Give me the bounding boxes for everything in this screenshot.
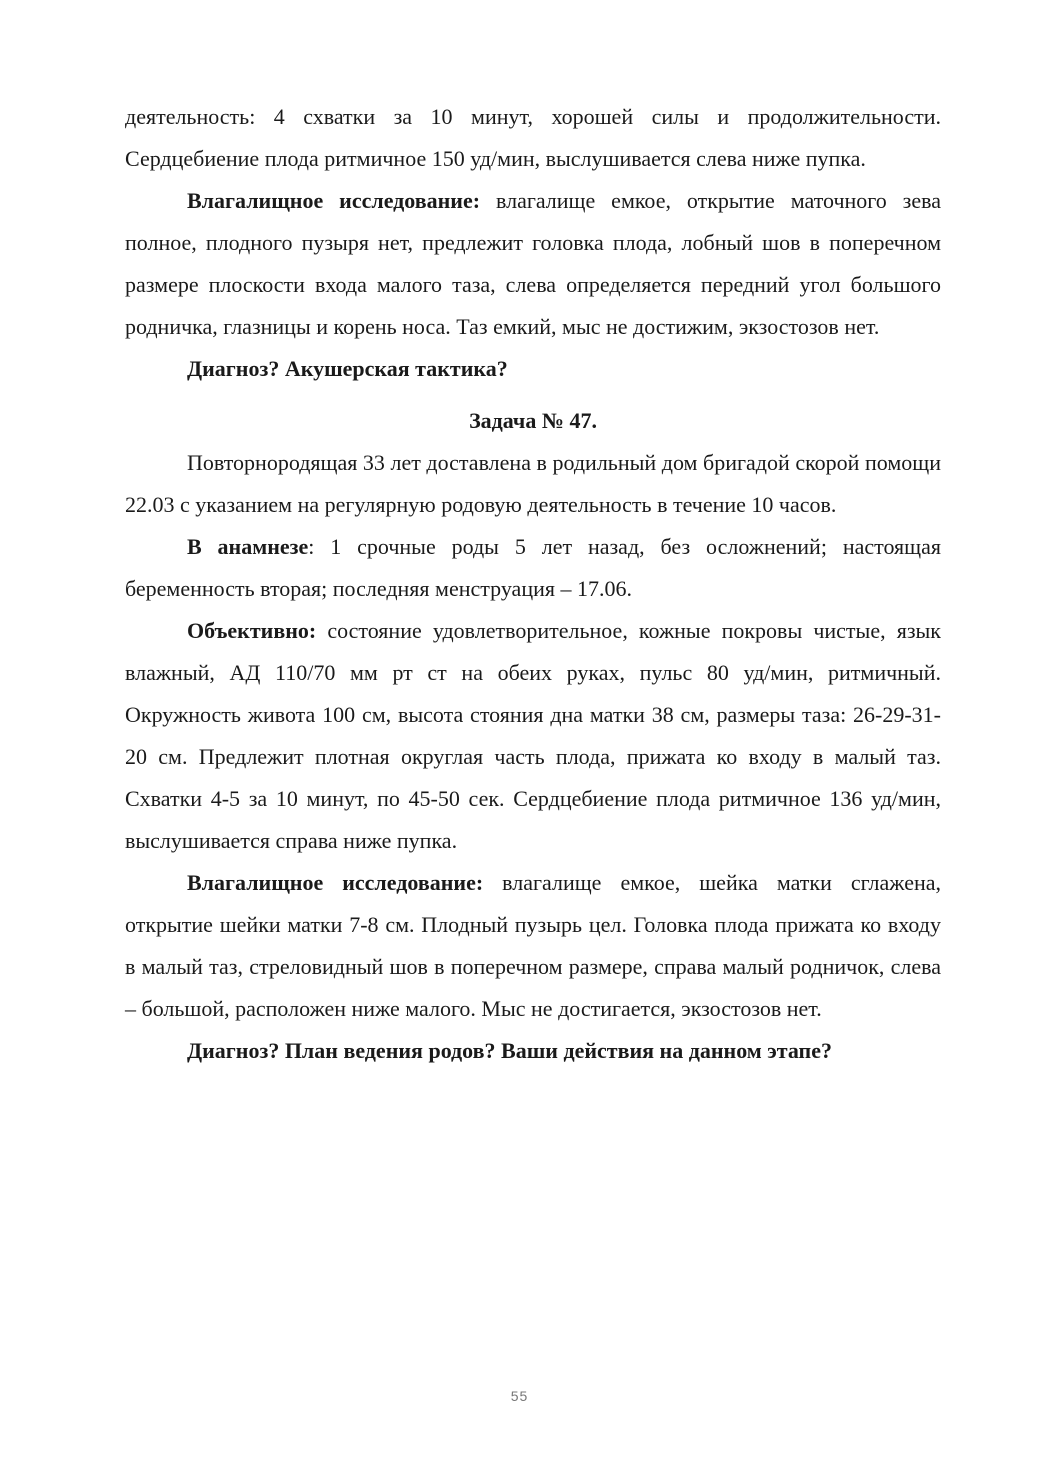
prev-task-question: [125, 348, 941, 390]
section-spacer: [125, 390, 941, 400]
task-anamnesis: [125, 526, 941, 610]
task-objective-text: состояние удовлетворительное, кожные покровы чистые, язык влажный, АД 110/70 мм рт ст на обеих руках, пульс 80 уд/мин, ритмичный. Окружность живота 100 см, высота стояния дна матки 38 см, размеры таза: 26-29-31-20 см. Предлежит плотная округлая часть плода, прижата ко входу в малый таз. Схватки 4-5 за 10 минут, по 45-50 сек. Сердцебиение плода ритмичное 136 уд/мин, выслушивается справа ниже пупка.: [125, 618, 941, 853]
task-anamnesis-text: : 1 срочные роды 5 лет назад, без осложнений; настоящая беременность вторая; последняя менструация – 17.06.: [125, 534, 941, 601]
task-objective-label: Объективно:: [187, 618, 317, 643]
prev-task-vaginal-exam: [125, 180, 941, 348]
task-question: [125, 1030, 941, 1072]
page-number: 55: [510, 1388, 529, 1404]
task-exam-text: влагалище емкое, шейка матки сглажена, открытие шейки матки 7-8 см. Плодный пузырь цел. Головка плода прижата ко входу в малый таз, стреловидный шов в поперечном размере, справа малый родничок, слева – большой, расположен ниже малого. Мыс не достигается, экзостозов нет.: [125, 870, 941, 1021]
task-vaginal-exam: [125, 862, 941, 1030]
task-exam-label: Влагалищное исследование:: [187, 870, 484, 895]
task-intro: Повторнородящая 33 лет доставлена в родильный дом бригадой скорой помощи 22.03 с указанием на регулярную родовую деятельность в течение 10 часов.: [125, 450, 941, 517]
prev-task-continuation: деятельность: 4 схватки за 10 минут, хорошей силы и продолжительности. Сердцебиение плода ритмичное 150 уд/мин, выслушивается слева ниже пупка.: [125, 104, 941, 171]
task-anamnesis-label: В анамнезе: [187, 534, 309, 559]
document-page: [125, 96, 941, 1072]
prev-task-exam-text: влагалище емкое, открытие маточного зева полное, плодного пузыря нет, предлежит головка плода, лобный шов в поперечном размере плоскости входа малого таза, слева определяется передний угол большого родничка, глазницы и корень носа. Таз емкий, мыс не достижим, экзостозов нет.: [125, 188, 941, 339]
prev-task-exam-label: Влагалищное исследование:: [187, 188, 481, 213]
task-title: Задача № 47.: [469, 408, 597, 433]
task-question-text: Диагноз? План ведения родов? Ваши действия на данном этапе?: [187, 1038, 832, 1063]
prev-task-question-text: Диагноз? Акушерская тактика?: [187, 356, 508, 381]
task-objective: [125, 610, 941, 862]
